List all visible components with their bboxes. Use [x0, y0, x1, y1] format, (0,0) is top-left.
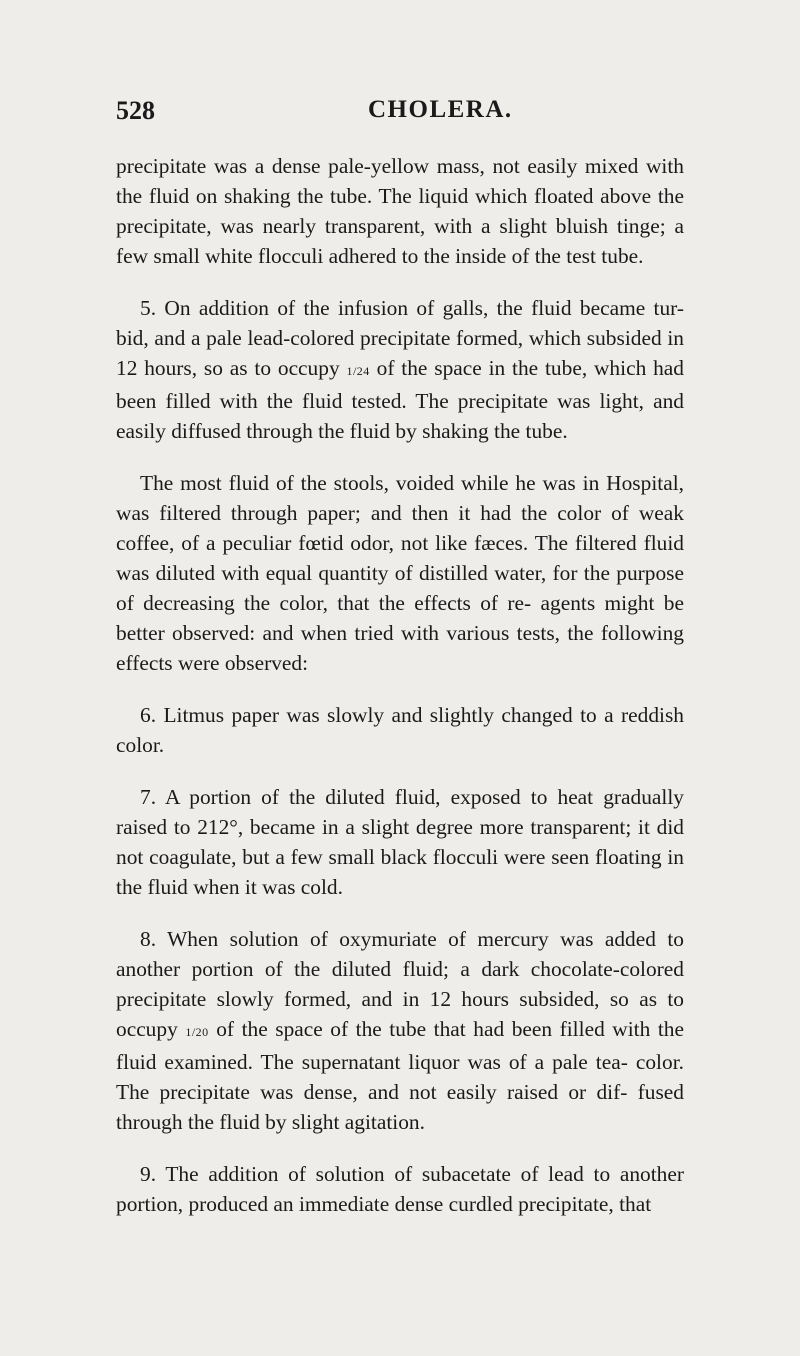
- paragraph-stools: The most fluid of the stools, voided while he was in Hospital, was filtered through paper; and then it had the color of weak coffee, of a peculiar fœtid odor, not like fæces. The filtered fluid was diluted with equal quantity of distilled water, for the purpose of decreasing the color, that the effects of re- agents might be better observed: and when tried with various tests, the following effects were observed:: [116, 471, 684, 675]
- page-number: 528: [116, 96, 155, 125]
- paragraph-9-subacetate: 9. The addition of solution of subacetate of lead to another portion, produced an immediate dense curdled precipitate, that: [116, 1162, 684, 1216]
- running-title: CHOLERA.: [368, 96, 513, 123]
- paragraph-5-text-start: 5. On addition of the infusion of galls, the fluid became tur- bid, and a pale lead-colored precipitate formed, which subsided in 12 hours, so as to occupy: [116, 296, 684, 380]
- paragraph-5-galls: [116, 293, 684, 446]
- paragraph-7-heat: 7. A portion of the diluted fluid, exposed to heat gradually raised to 212°, became in a slight degree more transparent; it did not coagulate, but a few small black flocculi were seen floating in the fluid when it was cold.: [116, 785, 684, 899]
- paragraph-8-text-start: 8. When solution of oxymuriate of mercury was added to another portion of the diluted fluid; a dark chocolate-colored precipitate slowly formed, and in 12 hours subsided, so as to occupy: [116, 927, 684, 1041]
- fraction-one-twenty-fourth: 1/24: [346, 364, 370, 378]
- fraction-one-twentieth: 1/20: [185, 1025, 209, 1039]
- paragraph-8-text-end: of the space of the tube that had been filled with the fluid examined. The supernatant liquor was of a pale tea- color. The precipitate was dense, and not easily raised or dif- fused through the fluid by slight agitation.: [116, 1017, 684, 1134]
- page-header: [116, 96, 686, 132]
- paragraph-5-text-end: of the space in the tube, which had been filled with the fluid tested. The precipitate was light, and easily diffused through the fluid by shaking the tube.: [116, 356, 684, 443]
- paragraph-6-litmus: 6. Litmus paper was slowly and slightly changed to a reddish color.: [116, 703, 684, 757]
- paragraph-8-oxymuriate: [116, 924, 684, 1137]
- body-text: [116, 151, 684, 1241]
- paragraph-continuation: precipitate was a dense pale-yellow mass, not easily mixed with the fluid on shaking the tube. The liquid which floated above the precipitate, was nearly transparent, with a slight bluish tinge; a few small white flocculi adhered to the inside of the test tube.: [116, 154, 684, 268]
